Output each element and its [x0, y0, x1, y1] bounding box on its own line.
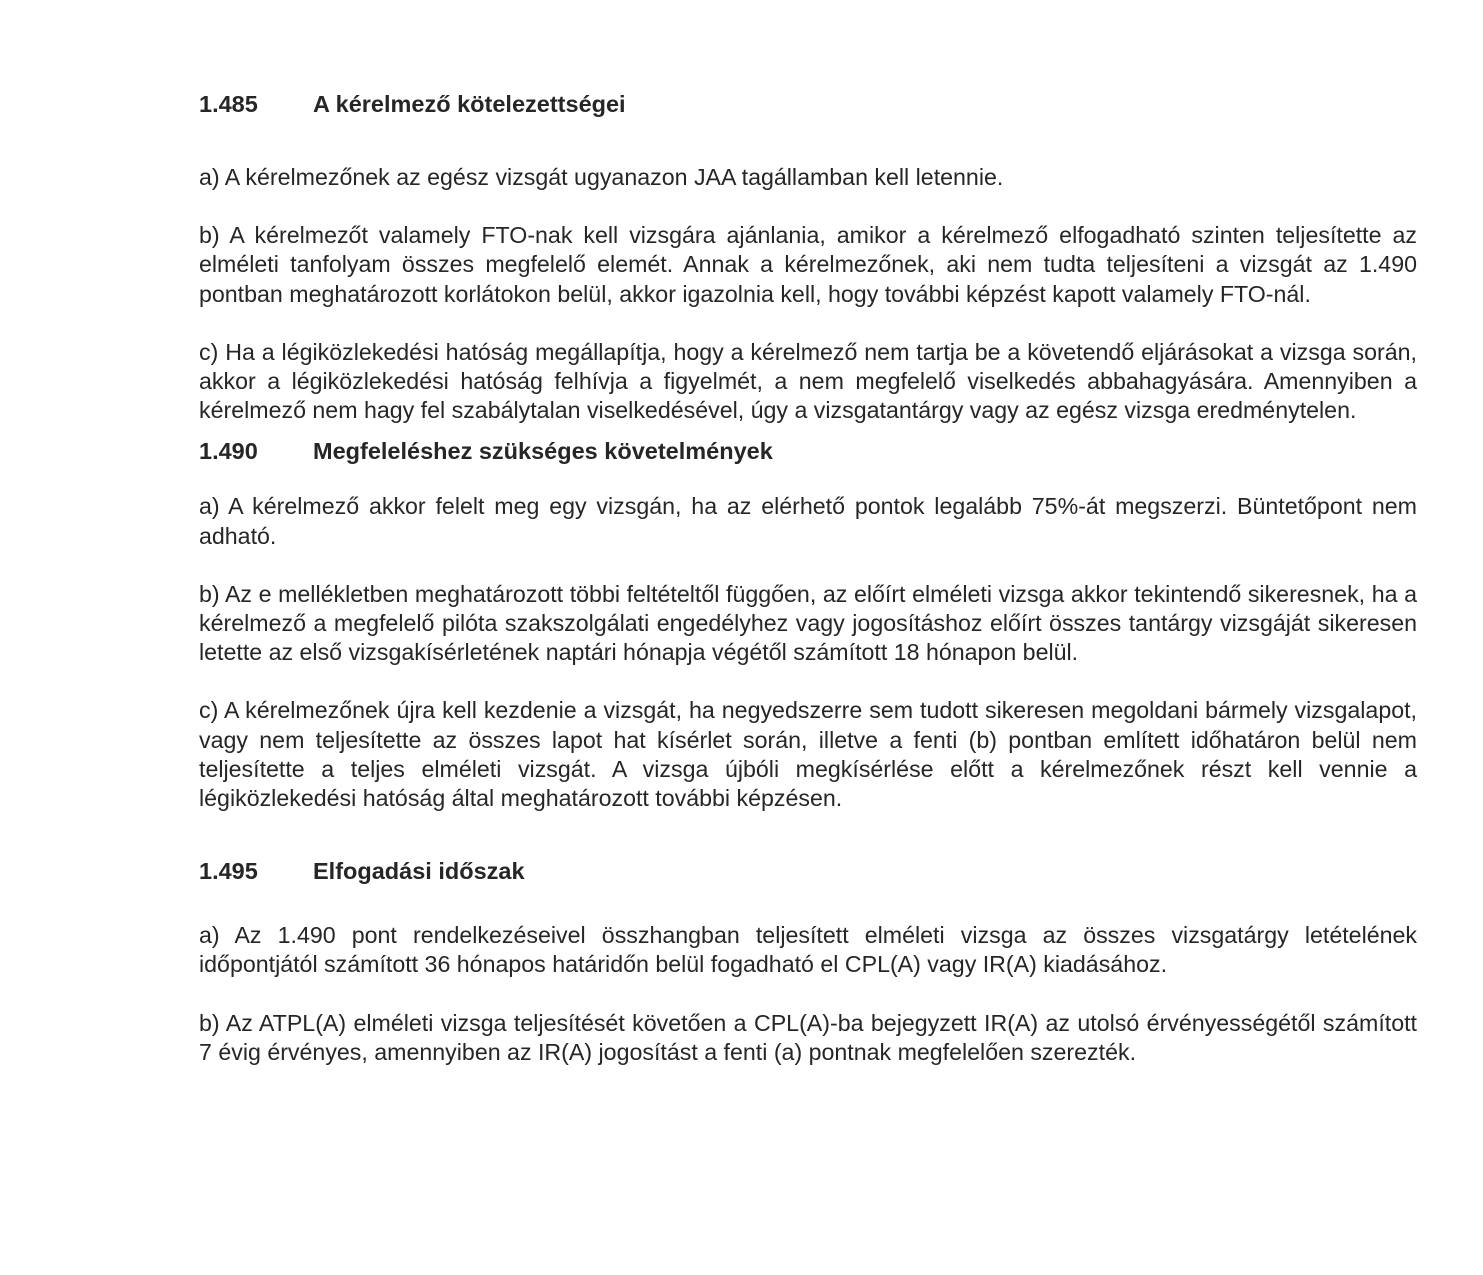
section-title: A kérelmező kötelezettségei	[313, 91, 626, 117]
section-heading	[199, 857, 1417, 886]
section-title: Megfeleléshez szükséges követelmények	[313, 438, 773, 465]
paragraph-b: b) Az ATPL(A) elméleti vizsga teljesítését követően a CPL(A)-ba bejegyzett IR(A) az utolsó érvényességétől számított 7 évig érvényes, amennyiben az IR(A) jogosítást a fenti (a) pontnak megfelelően szerezték.	[199, 1009, 1417, 1065]
paragraph-c: c) A kérelmezőnek újra kell kezdenie a vizsgát, ha negyedszerre sem tudott sikeresen megoldani bármely vizsgalapot, vagy nem teljesítette az összes lapot hat kísérlet során, illetve a fenti (b) pontban említett időhatáron belül nem teljesítette a teljes elméleti vizsgát. A vizsga újbóli megkísérlése előtt a kérelmezőnek részt kell vennie a légiközlekedési hatóság által meghatározott további képzésen.	[199, 697, 1417, 812]
paragraph-a: a) Az 1.490 pont rendelkezéseivel összhangban teljesített elméleti vizsga az összes vizsgatárgy letételének időpontjától számított 36 hónapos határidőn belül fogadható el CPL(A) vagy IR(A) kiadásához.	[199, 922, 1417, 978]
section-heading	[199, 437, 1417, 466]
section-1485	[199, 90, 1417, 425]
paragraph-b: b) A kérelmezőt valamely FTO-nak kell vizsgára ajánlania, amikor a kérelmező elfogadható szinten teljesítette az elméleti tanfolyam összes megfelelő elemét. Annak a kérelmezőnek, aki nem tudta teljesíteni a vizsgát az 1.490 pontban meghatározott korlátokon belül, akkor igazolnia kell, hogy további képzést kapott valamely FTO-nál.	[199, 222, 1417, 307]
paragraph-c: c) Ha a légiközlekedési hatóság megállapítja, hogy a kérelmező nem tartja be a követendő eljárásokat a vizsga során, akkor a légiközlekedési hatóság felhívja a figyelmét, a nem megfelelő viselkedés abbahagyására. Amennyiben a kérelmező nem hagy fel szabálytalan viselkedésével, úgy a vizsgatantárgy vagy az egész vizsga eredménytelen.	[199, 338, 1417, 424]
document-page	[199, 90, 1417, 1096]
section-1495	[199, 857, 1417, 1067]
paragraph-b: b) Az e mellékletben meghatározott többi feltételtől függően, az előírt elméleti vizsga akkor tekintendő sikeresnek, ha a kérelmező a megfelelő pilóta szakszolgálati engedélyhez vagy jogosításhoz előírt összes tantárgy vizsgáját sikeresen letette az első vizsgakísérletének naptári hónapja végétől számított 18 hónapon belül.	[199, 580, 1417, 666]
section-heading	[199, 90, 1417, 119]
section-number: 1.490	[199, 438, 258, 465]
section-1490	[199, 437, 1417, 813]
section-number: 1.495	[199, 858, 258, 885]
paragraph-a: a) A kérelmezőnek az egész vizsgát ugyanazon JAA tagállamban kell letennie.	[199, 164, 1004, 190]
section-title: Elfogadási időszak	[313, 858, 525, 885]
section-number: 1.485	[199, 91, 258, 117]
paragraph-a: a) A kérelmező akkor felelt meg egy vizsgán, ha az elérhető pontok legalább 75%-át megszerzi. Büntetőpont nem adható.	[199, 493, 1417, 549]
